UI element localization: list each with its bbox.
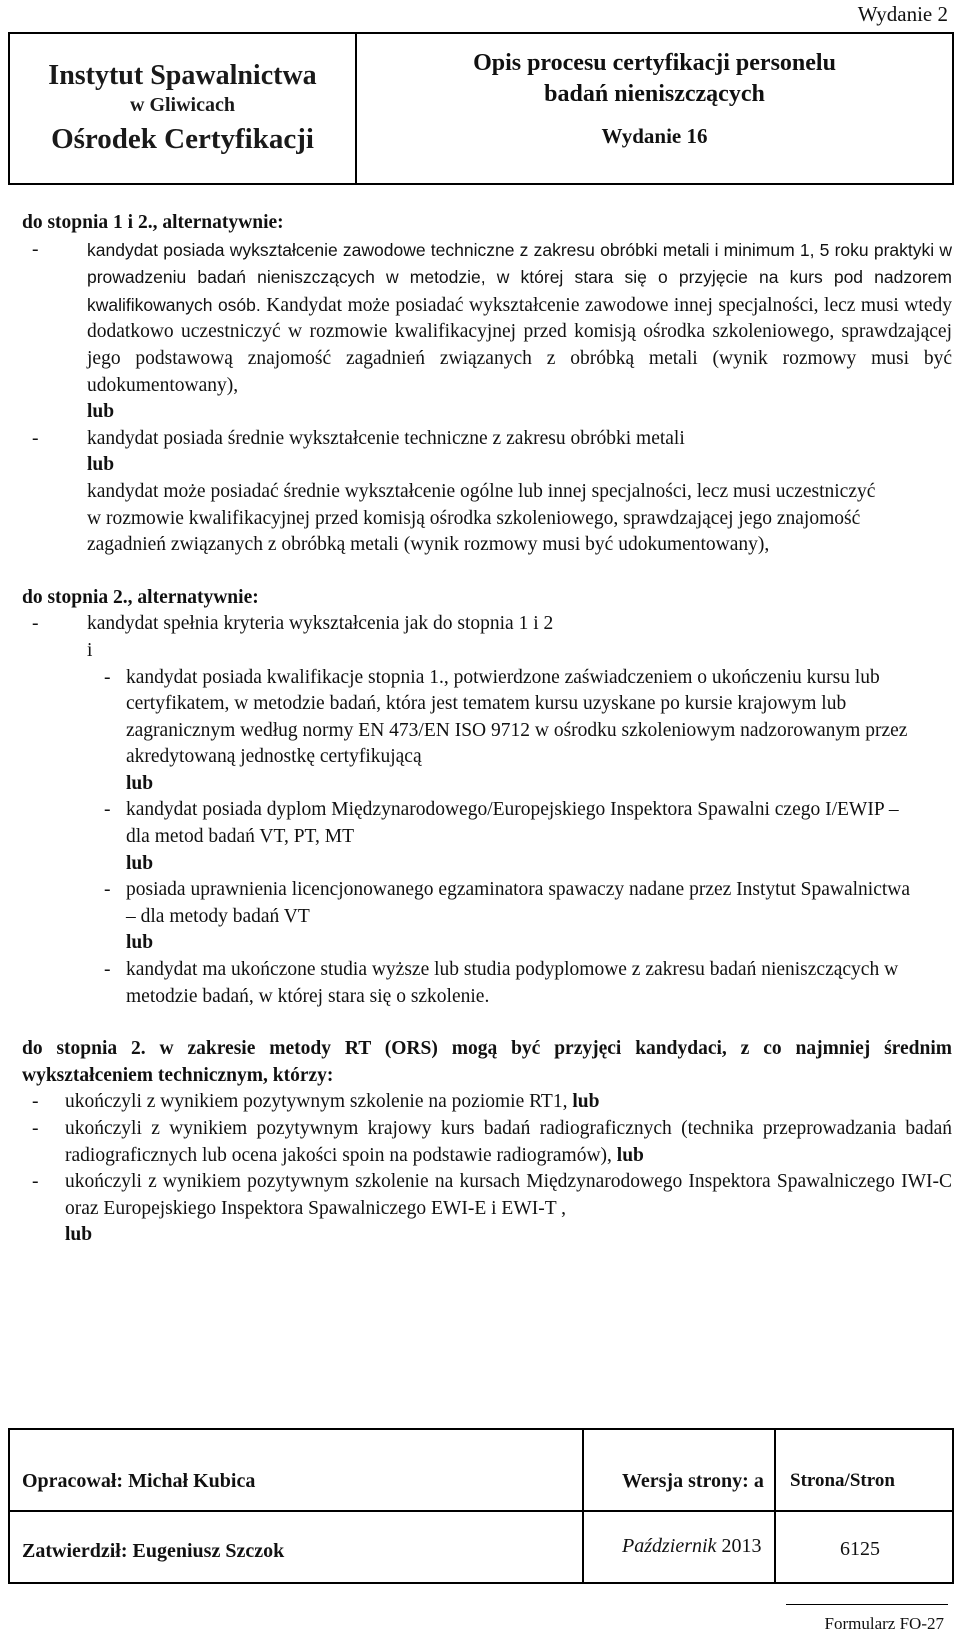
dash: - (104, 799, 111, 821)
section3-item2 (22, 1116, 952, 1169)
or-label: lub (87, 454, 115, 476)
org-name: Instytut Spawalnictwa (48, 59, 317, 91)
section1-item2-text: kandydat posiada średnie wykształcenie techniczne z zakresu obróbki metali (87, 427, 685, 449)
or-label: lub (126, 772, 154, 794)
page-label: Strona/Stron (790, 1470, 895, 1491)
dash: - (32, 427, 39, 449)
section2-sub1 (22, 665, 952, 771)
edition-top: Wydanie 2 (857, 2, 948, 26)
section2-heading: do stopnia 2., alternatywnie: (22, 586, 259, 608)
section1-item1-cont: Kandydat może posiadać wykształcenie zawodowe innej specjalności, lecz musi wtedy dodatkowo uczestniczyć w rozmowie kwalifikacyjnej przed komisją ośrodka szkoleniowego, sprawdzającej jego podstawową znajomość zagadnień związanych z obróbką metali (wynik rozmowy musi być udokumentowany), (87, 294, 953, 396)
document-body (22, 210, 952, 1249)
or-label: lub (65, 1224, 93, 1246)
dash: - (32, 1118, 39, 1139)
page-number: 6125 (840, 1538, 880, 1560)
org-location: w Gliwicach (130, 93, 235, 116)
org-unit: Ośrodek Certyfikacji (51, 122, 314, 155)
section3-item2-text: ukończyli z wynikiem pozytywnym krajowy kurs badań radiograficznych (technika przeprowadzania badań radiograficznych lub ocena jakości spoin na podstawie radiogramów), (65, 1118, 952, 1166)
section2-item1 (22, 611, 952, 638)
or-label: lub (87, 401, 115, 423)
dash: - (104, 959, 111, 981)
prepared-by: Opracował: Michał Kubica (22, 1470, 256, 1492)
and-label: i (87, 639, 93, 661)
doc-title-line1: Opis procesu certyfikacji personelu (473, 50, 836, 76)
issue-month: Październik (622, 1535, 717, 1557)
issue-date (622, 1535, 761, 1558)
dash: - (104, 666, 111, 688)
section2-sub2-text: kandydat posiada dyplom Międzynarodowego/Europejskiego Inspektora Spawalni czego I/EWIP – dla metod badań VT, PT, MT (126, 799, 899, 848)
section3-item1-text: ukończyli z wynikiem pozytywnym szkolenie na poziomie RT1, (65, 1091, 568, 1113)
section3-item1 (22, 1089, 952, 1116)
form-id: Formularz FO-27 (824, 1614, 944, 1633)
section1-item1 (22, 237, 952, 400)
section2-sub4-text: kandydat ma ukończone studia wyższe lub studia podyplomowe z zakresu badań nieniszczących w metodzie badań, w której stara się o szkolenie. (126, 959, 899, 1007)
section2-sub2 (22, 797, 952, 850)
section2-sub1-text: kandydat posiada kwalifikacje stopnia 1., potwierdzone zaświadczeniem o ukończeniu kursu lub certyfikatem, w metodzie badań, która jest tematem kursu uzyskane po kursie krajowym lub zagranicznym według normy EN 473/EN ISO 9712 w ośrodku szkoleniowym nadzorowanym przez akredytowaną jednostkę certyfikującą (126, 666, 908, 768)
page-version: Wersja strony: a (622, 1470, 764, 1492)
title-block (357, 34, 952, 183)
section2-sub4 (22, 957, 952, 1010)
doc-edition: Wydanie 16 (601, 124, 708, 148)
dash: - (32, 238, 39, 260)
or-label: lub (572, 1091, 600, 1113)
or-label: lub (126, 932, 154, 954)
issue-year: 2013 (721, 1535, 762, 1557)
doc-title-line2: badań nieniszczących (544, 81, 765, 107)
dash: - (32, 613, 39, 635)
organization-block (10, 34, 357, 183)
section2-sub3 (22, 877, 952, 930)
section2-sub3-text: posiada uprawnienia licencjonowanego egzaminatora spawaczy nadane przez Instytut Spawalnictwa – dla metody badań VT (126, 879, 911, 927)
dash: - (32, 1171, 39, 1193)
or-label: lub (126, 852, 154, 874)
section1-heading: do stopnia 1 i 2., alternatywnie: (22, 212, 284, 233)
approved-by: Zatwierdził: Eugeniusz Szczok (22, 1540, 285, 1562)
document-header (8, 32, 954, 185)
document-footer (8, 1428, 954, 1584)
section3-heading: do stopnia 2. w zakresie metody RT (ORS) mogą być przyjęci kandydaci, z co najmniej średnim wykształceniem technicznym, którzy: (22, 1038, 952, 1086)
section3-item3-text: ukończyli z wynikiem pozytywnym szkolenie na kursach Międzynarodowego Inspektora Spawalniczego IWI-C oraz Europejskiego Inspektora Spawalniczego EWI-E i EWI-T , (65, 1171, 952, 1219)
or-label: lub (616, 1144, 644, 1166)
dash: - (32, 1091, 39, 1113)
section2-item1-text: kandydat spełnia kryteria wykształcenia jak do stopnia 1 i 2 (87, 613, 554, 635)
section1-item1-text: kandydat posiada wykształcenie zawodowe techniczne z zakresu obróbki metali i minimum 1, 5 roku praktyki w prowadzeniu badań nieniszczących w metodzie, w której stara się o przyjęcie na kurs pod nadzorem kwalifikowanych osób. (87, 239, 952, 315)
section1-item2 (22, 426, 952, 453)
section3-item3 (22, 1169, 952, 1249)
section1-item3-text: kandydat może posiadać średnie wykształcenie ogólne lub innej specjalności, lecz musi uczestniczyć w rozmowie kwalifikacyjnej przed komisją ośrodka szkoleniowego, sprawdzającej jego znajomość zagadnień związanych z obróbką metali (wynik rozmowy musi być udokumentowany), (87, 480, 876, 556)
dash: - (104, 879, 111, 901)
